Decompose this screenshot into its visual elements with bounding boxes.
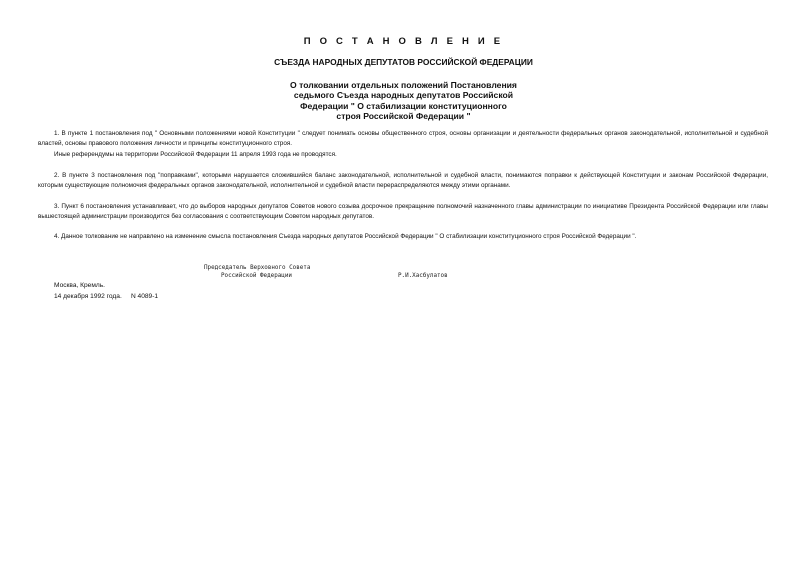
subject-line: строя Российской Федерации "	[336, 110, 471, 121]
issuing-body: СЪЕЗДА НАРОДНЫХ ДЕПУТАТОВ РОССИЙСКОЙ ФЕДЕРАЦИИ	[274, 57, 533, 67]
signatory-position-line-2: Российской Федерации	[221, 273, 292, 279]
document-subject	[0, 80, 807, 121]
signatory-position-line-1: Председатель Верховного Совета	[204, 265, 311, 271]
paragraph-2: 2. В пункте 3 постановления под "поправками", которыми нарушается сложившийся баланс законодательной, исполнительной и судебной власти, понимаются поправки к действующей Конституции и законам Российской Федерации, которым существующие полномочия федеральных органов законодательной, исполнительной и судебной власти перераспределяются между этими органами.	[38, 172, 768, 190]
subject-line: О толковании отдельных положений Постановления	[290, 80, 517, 90]
paragraph-4: 4. Данное толкование не направлено на изменение смысла постановления Съезда народных депутатов Российской Федерации " О стабилизации конституционного строя Российской Федерации ".	[54, 233, 637, 240]
signing-place: Москва, Кремль.	[54, 282, 105, 289]
paragraph-1: 1. В пункте 1 постановления под " Основными положениями новой Конституции " следует понимать основы общественного строя, основы организации и деятельности федеральных органов законодательной, исполнительной и судебной властей, основы правового положения личности и принципы конституционного строя.	[38, 130, 768, 148]
subject-line: Федерации " О стабилизации конституционного	[300, 100, 507, 111]
subject-line: седьмого Съезда народных депутатов Российской	[293, 90, 514, 101]
date-and-number: 14 декабря 1992 года. N 4089-1	[54, 293, 159, 300]
paragraph-1-continuation: Иные референдумы на территории Российской Федерации 11 апреля 1993 года не проводятся.	[54, 151, 337, 158]
signatory-name: Р.И.Хасбулатов	[398, 273, 448, 279]
document-type-title: П О С Т А Н О В Л Е Н И Е	[303, 36, 504, 47]
paragraph-3: 3. Пункт 6 постановления устанавливает, что до выборов народных депутатов Советов нового созыва досрочное прекращение полномочий назначенного главы администрации по инициативе Президента Российской Федерации или главы вышестоящей администрации производится без согласования с соответствующим Советом народных депутатов.	[38, 203, 768, 221]
